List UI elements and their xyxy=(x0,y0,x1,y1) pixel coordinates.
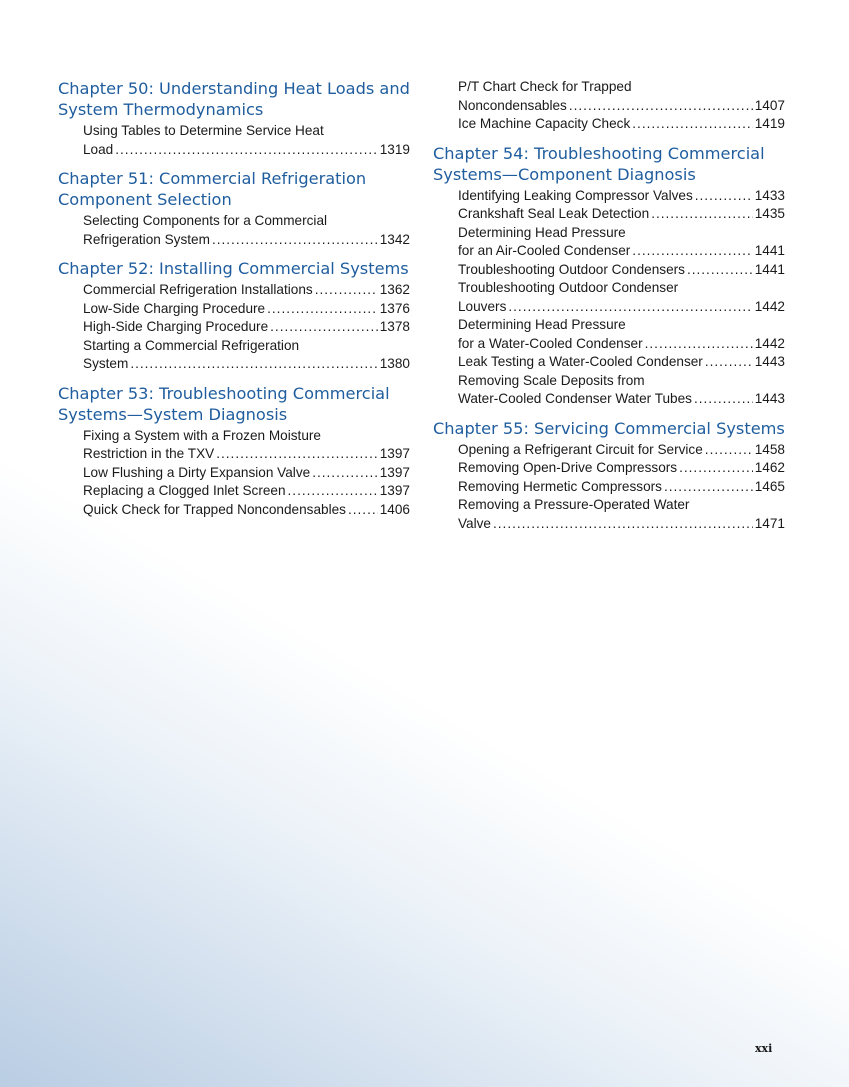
toc-entry[interactable] xyxy=(83,281,410,300)
toc-entry-line xyxy=(83,318,410,337)
toc-section xyxy=(58,78,410,159)
toc-entry[interactable] xyxy=(83,501,410,520)
toc-entry-line xyxy=(458,478,785,497)
toc-entry-line xyxy=(83,355,410,374)
toc-section xyxy=(433,143,785,409)
page-number: 1442 xyxy=(754,298,785,314)
toc-entry-title: Ice Machine Capacity Check xyxy=(458,116,631,131)
toc-entry-line xyxy=(458,187,785,206)
toc-entry-title: Valve xyxy=(458,515,491,531)
dot-leader xyxy=(267,300,378,319)
toc-entry[interactable] xyxy=(83,482,410,501)
toc-entry-title-line: Fixing a System with a Frozen Moisture xyxy=(83,427,321,443)
toc-entry[interactable] xyxy=(83,122,410,159)
page-folio: xxi xyxy=(755,1042,773,1055)
chapter-heading: Chapter 51: Commercial Refrigeration Component Selection xyxy=(58,169,367,209)
toc-entry-title: Leak Testing a Water-Cooled Condenser xyxy=(458,354,703,369)
page-number: 1441 xyxy=(754,243,785,258)
toc-entry[interactable] xyxy=(458,478,785,497)
dot-leader xyxy=(130,355,377,374)
dot-leader xyxy=(632,242,752,261)
toc-entry-title: Quick Check for Trapped Noncondensables xyxy=(83,501,346,517)
page-number: 1433 xyxy=(754,187,785,203)
toc-entry-line xyxy=(458,261,785,280)
toc-entry-title: High-Side Charging Procedure xyxy=(83,319,269,334)
page-number: 1443 xyxy=(754,354,785,369)
toc-entry-line xyxy=(458,298,785,317)
toc-entry-title: Low-Side Charging Procedure xyxy=(83,300,266,316)
page-number: 1397 xyxy=(379,483,410,498)
page-number: 1419 xyxy=(754,116,785,131)
toc-section xyxy=(58,258,410,374)
toc-entry[interactable] xyxy=(458,459,785,478)
dot-leader xyxy=(270,318,378,337)
dot-leader xyxy=(687,261,753,280)
toc-entry-title-line: Selecting Components for a Commercial xyxy=(83,213,328,228)
page-number: 1443 xyxy=(754,391,785,406)
page-number: 1342 xyxy=(379,231,410,247)
page-number: 1441 xyxy=(754,261,785,277)
toc-entry-title: Restriction in the TXV xyxy=(83,446,215,461)
dot-leader xyxy=(569,97,753,116)
toc-column-right xyxy=(433,78,785,542)
dot-leader xyxy=(695,187,753,206)
toc-entry-title: Water-Cooled Condenser Water Tubes xyxy=(458,391,692,406)
toc-entry-line xyxy=(458,205,785,224)
page-number: 1362 xyxy=(379,282,410,297)
dot-leader xyxy=(651,205,753,224)
dot-leader xyxy=(664,478,753,497)
toc-entries xyxy=(58,122,410,159)
toc-entry-line xyxy=(83,501,410,520)
dot-leader xyxy=(705,353,753,372)
dot-leader xyxy=(216,445,378,464)
dot-leader xyxy=(493,515,753,534)
toc-section xyxy=(58,383,410,520)
toc-entry-title: for an Air-Cooled Condenser xyxy=(458,243,631,258)
toc-entries xyxy=(58,281,410,374)
toc-entries xyxy=(433,441,785,534)
page-number: 1462 xyxy=(754,460,785,475)
toc-entry-line xyxy=(83,464,410,483)
page-number: 1397 xyxy=(379,464,410,480)
toc-entry-title-line: Troubleshooting Outdoor Condenser xyxy=(458,280,679,295)
chapter-heading: Chapter 53: Troubleshooting Commercial Systems—System Diagnosis xyxy=(58,383,390,424)
toc-entry[interactable] xyxy=(458,316,785,353)
toc-entry[interactable] xyxy=(83,464,410,483)
page-number: 1435 xyxy=(754,206,785,221)
chapter-heading: Chapter 55: Servicing Commercial Systems xyxy=(433,418,785,438)
toc-entry-title: System xyxy=(83,356,129,371)
toc-entry-title: Identifying Leaking Compressor Valves xyxy=(458,187,693,203)
toc-entry-line xyxy=(83,300,410,319)
toc-entry-title: Load xyxy=(83,141,114,157)
toc-entry[interactable] xyxy=(458,279,785,316)
toc-entry-line xyxy=(458,242,785,261)
page-number: 1465 xyxy=(754,478,785,494)
toc-section xyxy=(433,418,785,534)
toc-entry[interactable] xyxy=(458,224,785,261)
toc-entry-title: Troubleshooting Outdoor Condensers xyxy=(458,261,685,277)
toc-entry[interactable] xyxy=(458,115,785,134)
toc-entry-title: Louvers xyxy=(458,298,507,314)
toc-entry-title-line: P/T Chart Check for Trapped xyxy=(458,79,632,94)
toc-entry-title-line: Removing Scale Deposits from xyxy=(458,372,645,388)
toc-entry-line xyxy=(83,231,410,250)
dot-leader xyxy=(115,141,378,160)
toc-entry[interactable] xyxy=(458,372,785,409)
toc-entry[interactable] xyxy=(83,212,410,249)
toc-entry[interactable] xyxy=(458,78,785,115)
toc-entry-line xyxy=(83,141,410,160)
toc-entry-line xyxy=(458,515,785,534)
toc-entry-title: Low Flushing a Dirty Expansion Valve xyxy=(83,464,311,480)
toc-entry-line xyxy=(83,445,410,464)
toc-entries xyxy=(433,187,785,409)
dot-leader xyxy=(705,441,753,460)
toc-section xyxy=(433,78,785,134)
dot-leader xyxy=(632,115,752,134)
toc-entry-line xyxy=(458,459,785,478)
dot-leader xyxy=(508,298,752,317)
toc-entry-line xyxy=(458,390,785,409)
page-number: 1319 xyxy=(379,141,410,157)
dot-leader xyxy=(288,482,378,501)
dot-leader xyxy=(679,459,753,478)
page-number: 1376 xyxy=(379,300,410,316)
dot-leader xyxy=(212,231,378,250)
chapter-heading: Chapter 52: Installing Commercial Systems xyxy=(58,259,409,278)
toc-entry-line xyxy=(83,281,410,300)
toc-entry-line xyxy=(458,441,785,460)
toc-entries xyxy=(58,427,410,520)
toc-entry[interactable] xyxy=(83,300,410,319)
chapter-heading: Chapter 50: Understanding Heat Loads and System Thermodynamics xyxy=(58,79,410,119)
toc-entry-line xyxy=(458,353,785,372)
toc-entry-title: for a Water-Cooled Condenser xyxy=(458,335,643,351)
toc-entries xyxy=(433,78,785,134)
dot-leader xyxy=(694,390,753,409)
toc-entry-title: Crankshaft Seal Leak Detection xyxy=(458,206,650,221)
toc-entry-title: Replacing a Clogged Inlet Screen xyxy=(83,483,286,498)
toc-entries xyxy=(58,212,410,249)
toc-entry[interactable] xyxy=(458,261,785,280)
toc-entry-title: Noncondensables xyxy=(458,97,567,113)
toc-entry-title-line: Using Tables to Determine Service Heat xyxy=(83,123,324,138)
page-number: 1407 xyxy=(754,97,785,113)
toc-entry-title: Removing Open-Drive Compressors xyxy=(458,460,678,475)
toc-entry-title-line: Starting a Commercial Refrigeration xyxy=(83,337,300,353)
toc-entry-line xyxy=(458,115,785,134)
toc-entry[interactable] xyxy=(83,318,410,337)
toc-entry[interactable] xyxy=(458,187,785,206)
toc-entry-title: Refrigeration System xyxy=(83,231,210,247)
toc-section xyxy=(58,168,410,249)
page-number: 1406 xyxy=(379,501,410,517)
toc-entry[interactable] xyxy=(458,353,785,372)
chapter-heading: Chapter 54: Troubleshooting Commercial Systems—Component Diagnosis xyxy=(433,143,765,184)
dot-leader xyxy=(315,281,378,300)
dot-leader xyxy=(348,501,378,520)
page-number: 1380 xyxy=(379,356,410,371)
toc-entry-title: Removing Hermetic Compressors xyxy=(458,478,662,494)
toc-entry-line xyxy=(458,97,785,116)
toc-entry[interactable] xyxy=(83,427,410,464)
toc-entry-title-line: Removing a Pressure-Operated Water xyxy=(458,497,690,512)
toc-entry[interactable] xyxy=(458,496,785,533)
page-number: 1458 xyxy=(754,441,785,457)
page-number: 1397 xyxy=(379,446,410,461)
toc-entry-line xyxy=(458,335,785,354)
page-number: 1471 xyxy=(754,515,785,531)
toc-entry-title: Commercial Refrigeration Installations xyxy=(83,282,313,297)
toc-entry[interactable] xyxy=(458,441,785,460)
dot-leader xyxy=(645,335,753,354)
page-number: 1378 xyxy=(379,319,410,334)
toc-entry-title-line: Determining Head Pressure xyxy=(458,224,626,240)
page-number: 1442 xyxy=(754,335,785,351)
toc-column-left xyxy=(58,78,410,528)
toc-entry[interactable] xyxy=(83,337,410,374)
toc-entry[interactable] xyxy=(458,205,785,224)
toc-entry-title-line: Determining Head Pressure xyxy=(458,317,626,332)
toc-entry-line xyxy=(83,482,410,501)
toc-entry-title: Opening a Refrigerant Circuit for Service xyxy=(458,441,703,457)
dot-leader xyxy=(312,464,378,483)
